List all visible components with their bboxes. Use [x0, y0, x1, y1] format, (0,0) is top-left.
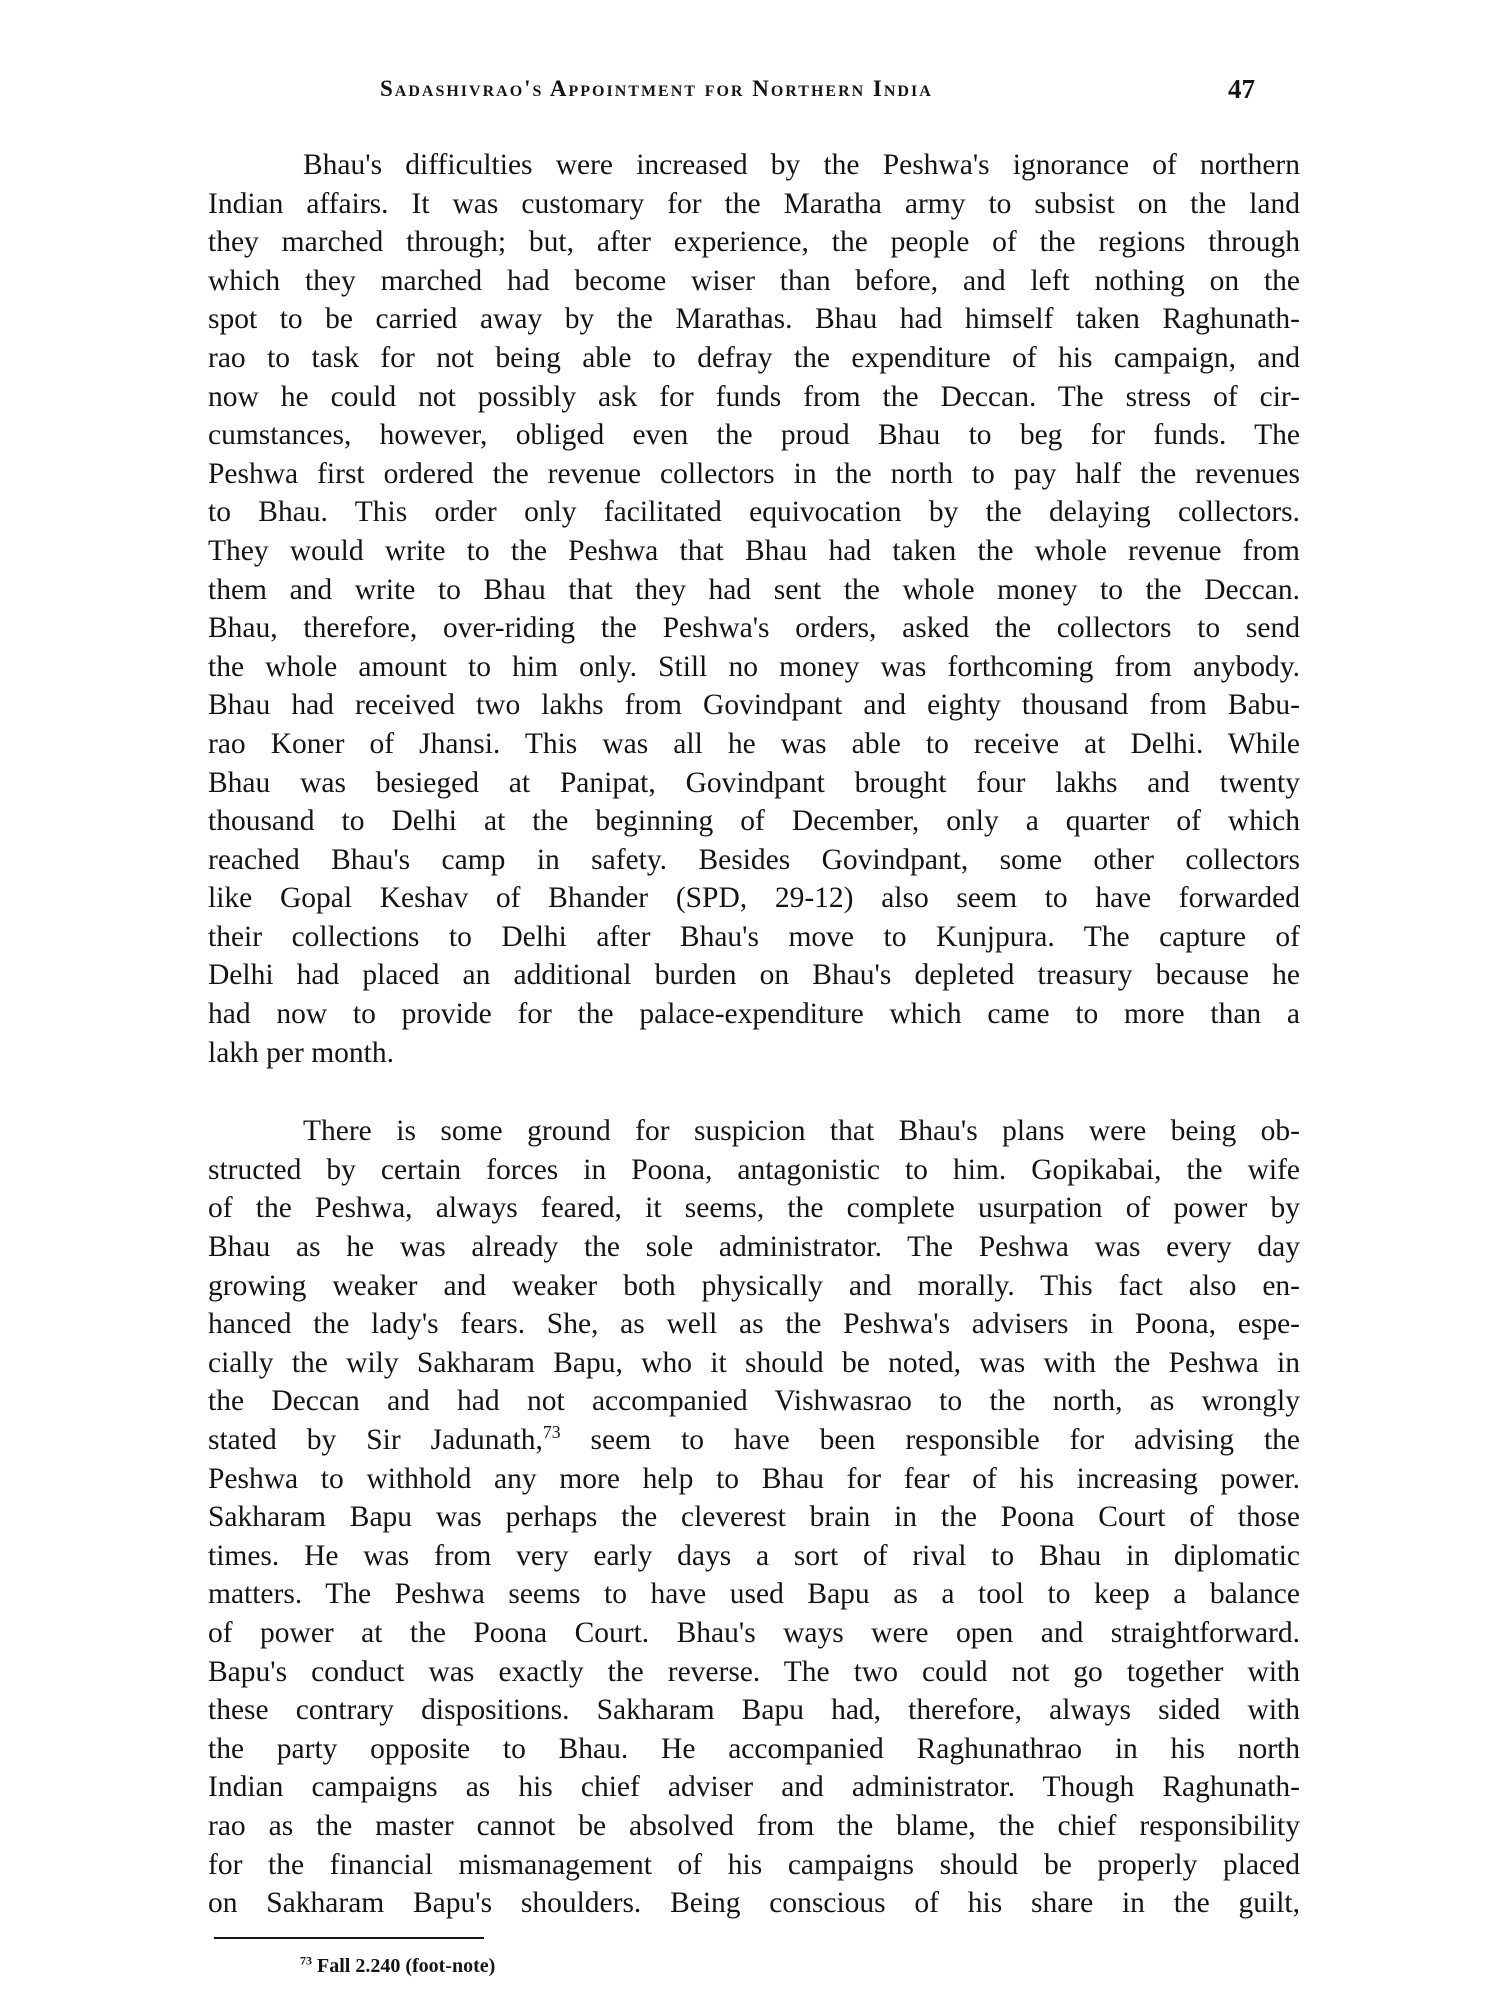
text-line: they marched through; but, after experience, the people of the regions through [208, 226, 1300, 259]
text-line: of the Peshwa, always feared, it seems, the complete usurpation of power by [208, 1192, 1300, 1225]
running-title: Sadashivrao's Appointment for Northern India [380, 76, 933, 101]
text-line: lakh per month. [208, 1036, 394, 1069]
text-line: to Bhau. This order only facilitated equivocation by the delaying collectors. [208, 496, 1300, 529]
text-line: Bhau, therefore, over-riding the Peshwa's orders, asked the collectors to send [208, 612, 1300, 645]
text-line: matters. The Peshwa seems to have used Bapu as a tool to keep a balance [208, 1578, 1300, 1611]
text-line: the whole amount to him only. Still no money was forthcoming from anybody. [208, 650, 1300, 683]
paragraph-1 [208, 146, 1300, 1072]
text-line: cumstances, however, obliged even the proud Bhau to beg for funds. The [208, 419, 1300, 452]
text-line: Peshwa first ordered the revenue collectors in the north to pay half the revenues [208, 457, 1300, 490]
text-line: these contrary dispositions. Sakharam Bapu had, therefore, always sided with [208, 1694, 1300, 1727]
text-line: which they marched had become wiser than before, and left nothing on the [208, 264, 1300, 297]
paragraph-2 [208, 1112, 1300, 1922]
text-line: for the financial mismanagement of his campaigns should be properly placed [208, 1848, 1300, 1881]
text-line: times. He was from very early days a sort of rival to Bhau in diplomatic [208, 1539, 1300, 1572]
text-line: their collections to Delhi after Bhau's move to Kunjpura. The capture of [208, 920, 1300, 953]
text-line: on Sakharam Bapu's shoulders. Being conscious of his share in the guilt, [208, 1887, 1300, 1920]
text-line: like Gopal Keshav of Bhander (SPD, 29-12) also seem to have forwarded [208, 882, 1300, 915]
text-line-with-footnote-ref [208, 1421, 1300, 1460]
text-line: Indian campaigns as his chief adviser and administrator. Though Raghunath- [208, 1771, 1300, 1804]
running-header [0, 76, 1500, 112]
line-end: seem to have been responsible for advising the [590, 1424, 1300, 1456]
text-line: of power at the Poona Court. Bhau's ways were open and straightforward. [208, 1616, 1300, 1649]
text-line: cially the wily Sakharam Bapu, who it should be noted, was with the Peshwa in [208, 1346, 1300, 1379]
text-line: Bhau was besieged at Panipat, Govindpant brought four lakhs and twenty [208, 766, 1300, 799]
text-line: them and write to Bhau that they had sent the whole money to the Deccan. [208, 573, 1300, 606]
text-line: had now to provide for the palace-expenditure which came to more than a [208, 998, 1300, 1031]
footnote-divider [214, 1937, 484, 1939]
text-line: Bhau as he was already the sole administrator. The Peshwa was every day [208, 1231, 1300, 1264]
footnote [300, 1955, 495, 1978]
text-line: rao to task for not being able to defray the expenditure of his campaign, and [208, 341, 1300, 374]
text-line: Peshwa to withhold any more help to Bhau for fear of his increasing power. [208, 1462, 1300, 1495]
text-line: Sakharam Bapu was perhaps the cleverest brain in the Poona Court of those [208, 1501, 1300, 1534]
text-line: Bapu's conduct was exactly the reverse. The two could not go together with [208, 1655, 1300, 1688]
line-start: stated by Sir Jadunath, [208, 1424, 543, 1456]
text-line: Bhau's difficulties were increased by the Peshwa's ignorance of northern [303, 149, 1300, 181]
body-text [208, 146, 1300, 1923]
text-line: Delhi had placed an additional burden on Bhau's depleted treasury because he [208, 959, 1300, 992]
page-number: 47 [1228, 74, 1255, 104]
text-line: rao as the master cannot be absolved from the blame, the chief responsibility [208, 1809, 1300, 1842]
text-line: now he could not possibly ask for funds from the Deccan. The stress of cir- [208, 380, 1300, 413]
text-line: hanced the lady's fears. She, as well as the Peshwa's advisers in Poona, espe- [208, 1308, 1300, 1341]
text-line: Bhau had received two lakhs from Govindpant and eighty thousand from Babu- [208, 689, 1300, 722]
text-line: rao Koner of Jhansi. This was all he was able to receive at Delhi. While [208, 727, 1300, 760]
text-line: the Deccan and had not accompanied Vishwasrao to the north, as wrongly [208, 1385, 1300, 1418]
text-line: reached Bhau's camp in safety. Besides Govindpant, some other collectors [208, 843, 1300, 876]
text-line: structed by certain forces in Poona, antagonistic to him. Gopikabai, the wife [208, 1153, 1300, 1186]
text-line: growing weaker and weaker both physically and morally. This fact also en- [208, 1269, 1300, 1302]
text-line: the party opposite to Bhau. He accompanied Raghunathrao in his north [208, 1732, 1300, 1765]
footnote-text: Fall 2.240 (foot-note) [317, 1955, 496, 1977]
text-line: thousand to Delhi at the beginning of December, only a quarter of which [208, 805, 1300, 838]
footnote-marker: 73 [300, 1953, 312, 1968]
footnote-reference[interactable]: 73 [542, 1422, 561, 1443]
text-line: They would write to the Peshwa that Bhau had taken the whole revenue from [208, 534, 1300, 567]
text-line: Indian affairs. It was customary for the Maratha army to subsist on the land [208, 187, 1300, 220]
text-line: spot to be carried away by the Marathas. Bhau had himself taken Raghunath- [208, 303, 1300, 336]
text-line: There is some ground for suspicion that Bhau's plans were being ob- [303, 1115, 1300, 1148]
